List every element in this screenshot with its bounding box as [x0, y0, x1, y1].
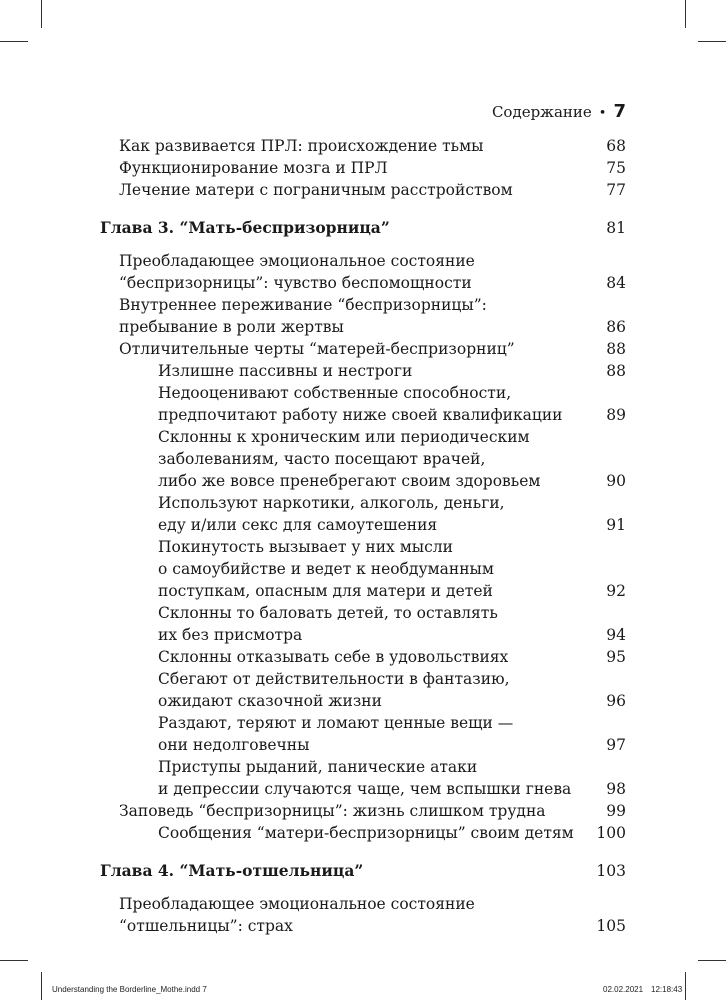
- header-title: Содержание: [491, 103, 592, 121]
- toc-entry: Отличительные черты “матерей-беспризорниц”: [119, 340, 515, 358]
- toc-entry: Излишне пассивны и нестроги: [158, 362, 413, 380]
- toc-entry: Склонны к хроническим или периодическим: [158, 428, 530, 446]
- toc-entry: “беспризорницы”: чувство беспомощности: [119, 274, 472, 292]
- toc-page-number: 92: [606, 582, 626, 600]
- toc-entry: Используют наркотики, алкоголь, деньги,: [158, 494, 505, 512]
- chapter-heading: Глава 3. “Мать-беспризорница”: [100, 218, 390, 237]
- toc-page-number: 75: [606, 159, 626, 177]
- header-page-number: 7: [613, 101, 626, 122]
- toc-page-number: 96: [606, 692, 626, 710]
- toc-entry: предпочитают работу ниже своей квалификации: [158, 406, 563, 424]
- toc-page-number: 86: [606, 318, 626, 336]
- toc-entry: Внутреннее переживание “беспризорницы”:: [119, 296, 487, 314]
- toc-page-number: 91: [606, 516, 626, 534]
- crop-mark: [0, 960, 28, 961]
- toc-entry: Преобладающее эмоциональное состояние: [119, 895, 475, 913]
- footer-date: 02.02.2021: [603, 985, 644, 994]
- toc-entry: они недолговечны: [158, 736, 310, 754]
- header-bullet: •: [598, 106, 607, 121]
- toc-page-number: 100: [596, 824, 626, 842]
- toc-entry: Недооценивают собственные способности,: [158, 384, 512, 402]
- toc-entry: “отшельницы”: страх: [119, 917, 293, 935]
- toc-page-number: 95: [606, 648, 626, 666]
- crop-mark: [698, 41, 726, 42]
- toc-entry: Лечение матери с пограничным расстройством: [119, 181, 513, 199]
- footer-time: 12:18:43: [651, 985, 683, 994]
- toc-page-number: 77: [606, 181, 626, 199]
- running-header: [492, 101, 626, 122]
- toc-page-number: 99: [606, 802, 626, 820]
- toc-entry: Склонны отказывать себе в удовольствиях: [158, 648, 509, 666]
- toc-entry: Склонны то баловать детей, то оставлять: [158, 604, 498, 622]
- toc-page-number: 81: [606, 219, 626, 237]
- footer-filename: Understanding the Borderline_Mothe.indd 7: [52, 985, 207, 994]
- crop-mark: [698, 960, 726, 961]
- toc-page-number: 88: [606, 362, 626, 380]
- toc-entry: либо же вовсе пренебрегают своим здоровьем: [158, 472, 541, 490]
- toc-entry: Раздают, теряют и ломают ценные вещи —: [158, 714, 514, 732]
- toc-entry: Сбегают от действительности в фантазию,: [158, 670, 510, 688]
- print-footer: [0, 985, 726, 1000]
- toc-entry: Сообщения “матери-беспризорницы” своим детям: [158, 824, 574, 842]
- toc-entry: Покинутость вызывает у них мысли: [158, 538, 453, 556]
- toc-entry: Заповедь “беспризорницы”: жизнь слишком трудна: [119, 802, 546, 820]
- crop-mark: [41, 0, 42, 28]
- toc-page-number: 97: [606, 736, 626, 754]
- toc-entry: поступкам, опасным для матери и детей: [158, 582, 493, 600]
- toc-entry: Функционирование мозга и ПРЛ: [119, 159, 388, 177]
- toc-entry: заболеваниям, часто посещают врачей,: [158, 450, 486, 468]
- crop-mark: [0, 41, 28, 42]
- toc-page-number: 94: [606, 626, 626, 644]
- toc-page-number: 88: [606, 340, 626, 358]
- toc-entry: и депрессии случаются чаще, чем вспышки гнева: [158, 780, 572, 798]
- toc-page-number: 84: [606, 274, 626, 292]
- toc-page-number: 89: [606, 406, 626, 424]
- chapter-heading: Глава 4. “Мать-отшельница”: [100, 861, 364, 880]
- toc-entry: пребывание в роли жертвы: [119, 318, 344, 336]
- toc-entry: Приступы рыданий, панические атаки: [158, 758, 478, 776]
- toc-entry: Преобладающее эмоциональное состояние: [119, 252, 475, 270]
- crop-mark: [685, 0, 686, 28]
- toc-entry: о самоубийстве и ведет к необдуманным: [158, 560, 494, 578]
- toc-page-number: 103: [596, 862, 626, 880]
- toc-page-number: 90: [606, 472, 626, 490]
- toc-entry: Как развивается ПРЛ: происхождение тьмы: [119, 137, 484, 155]
- toc-page-number: 98: [606, 780, 626, 798]
- toc-page-number: 105: [596, 917, 626, 935]
- toc-entry: еду и/или секс для самоутешения: [158, 516, 438, 534]
- toc-entry: ожидают сказочной жизни: [158, 692, 382, 710]
- toc-entry: их без присмотра: [158, 626, 303, 644]
- toc-page-number: 68: [606, 137, 626, 155]
